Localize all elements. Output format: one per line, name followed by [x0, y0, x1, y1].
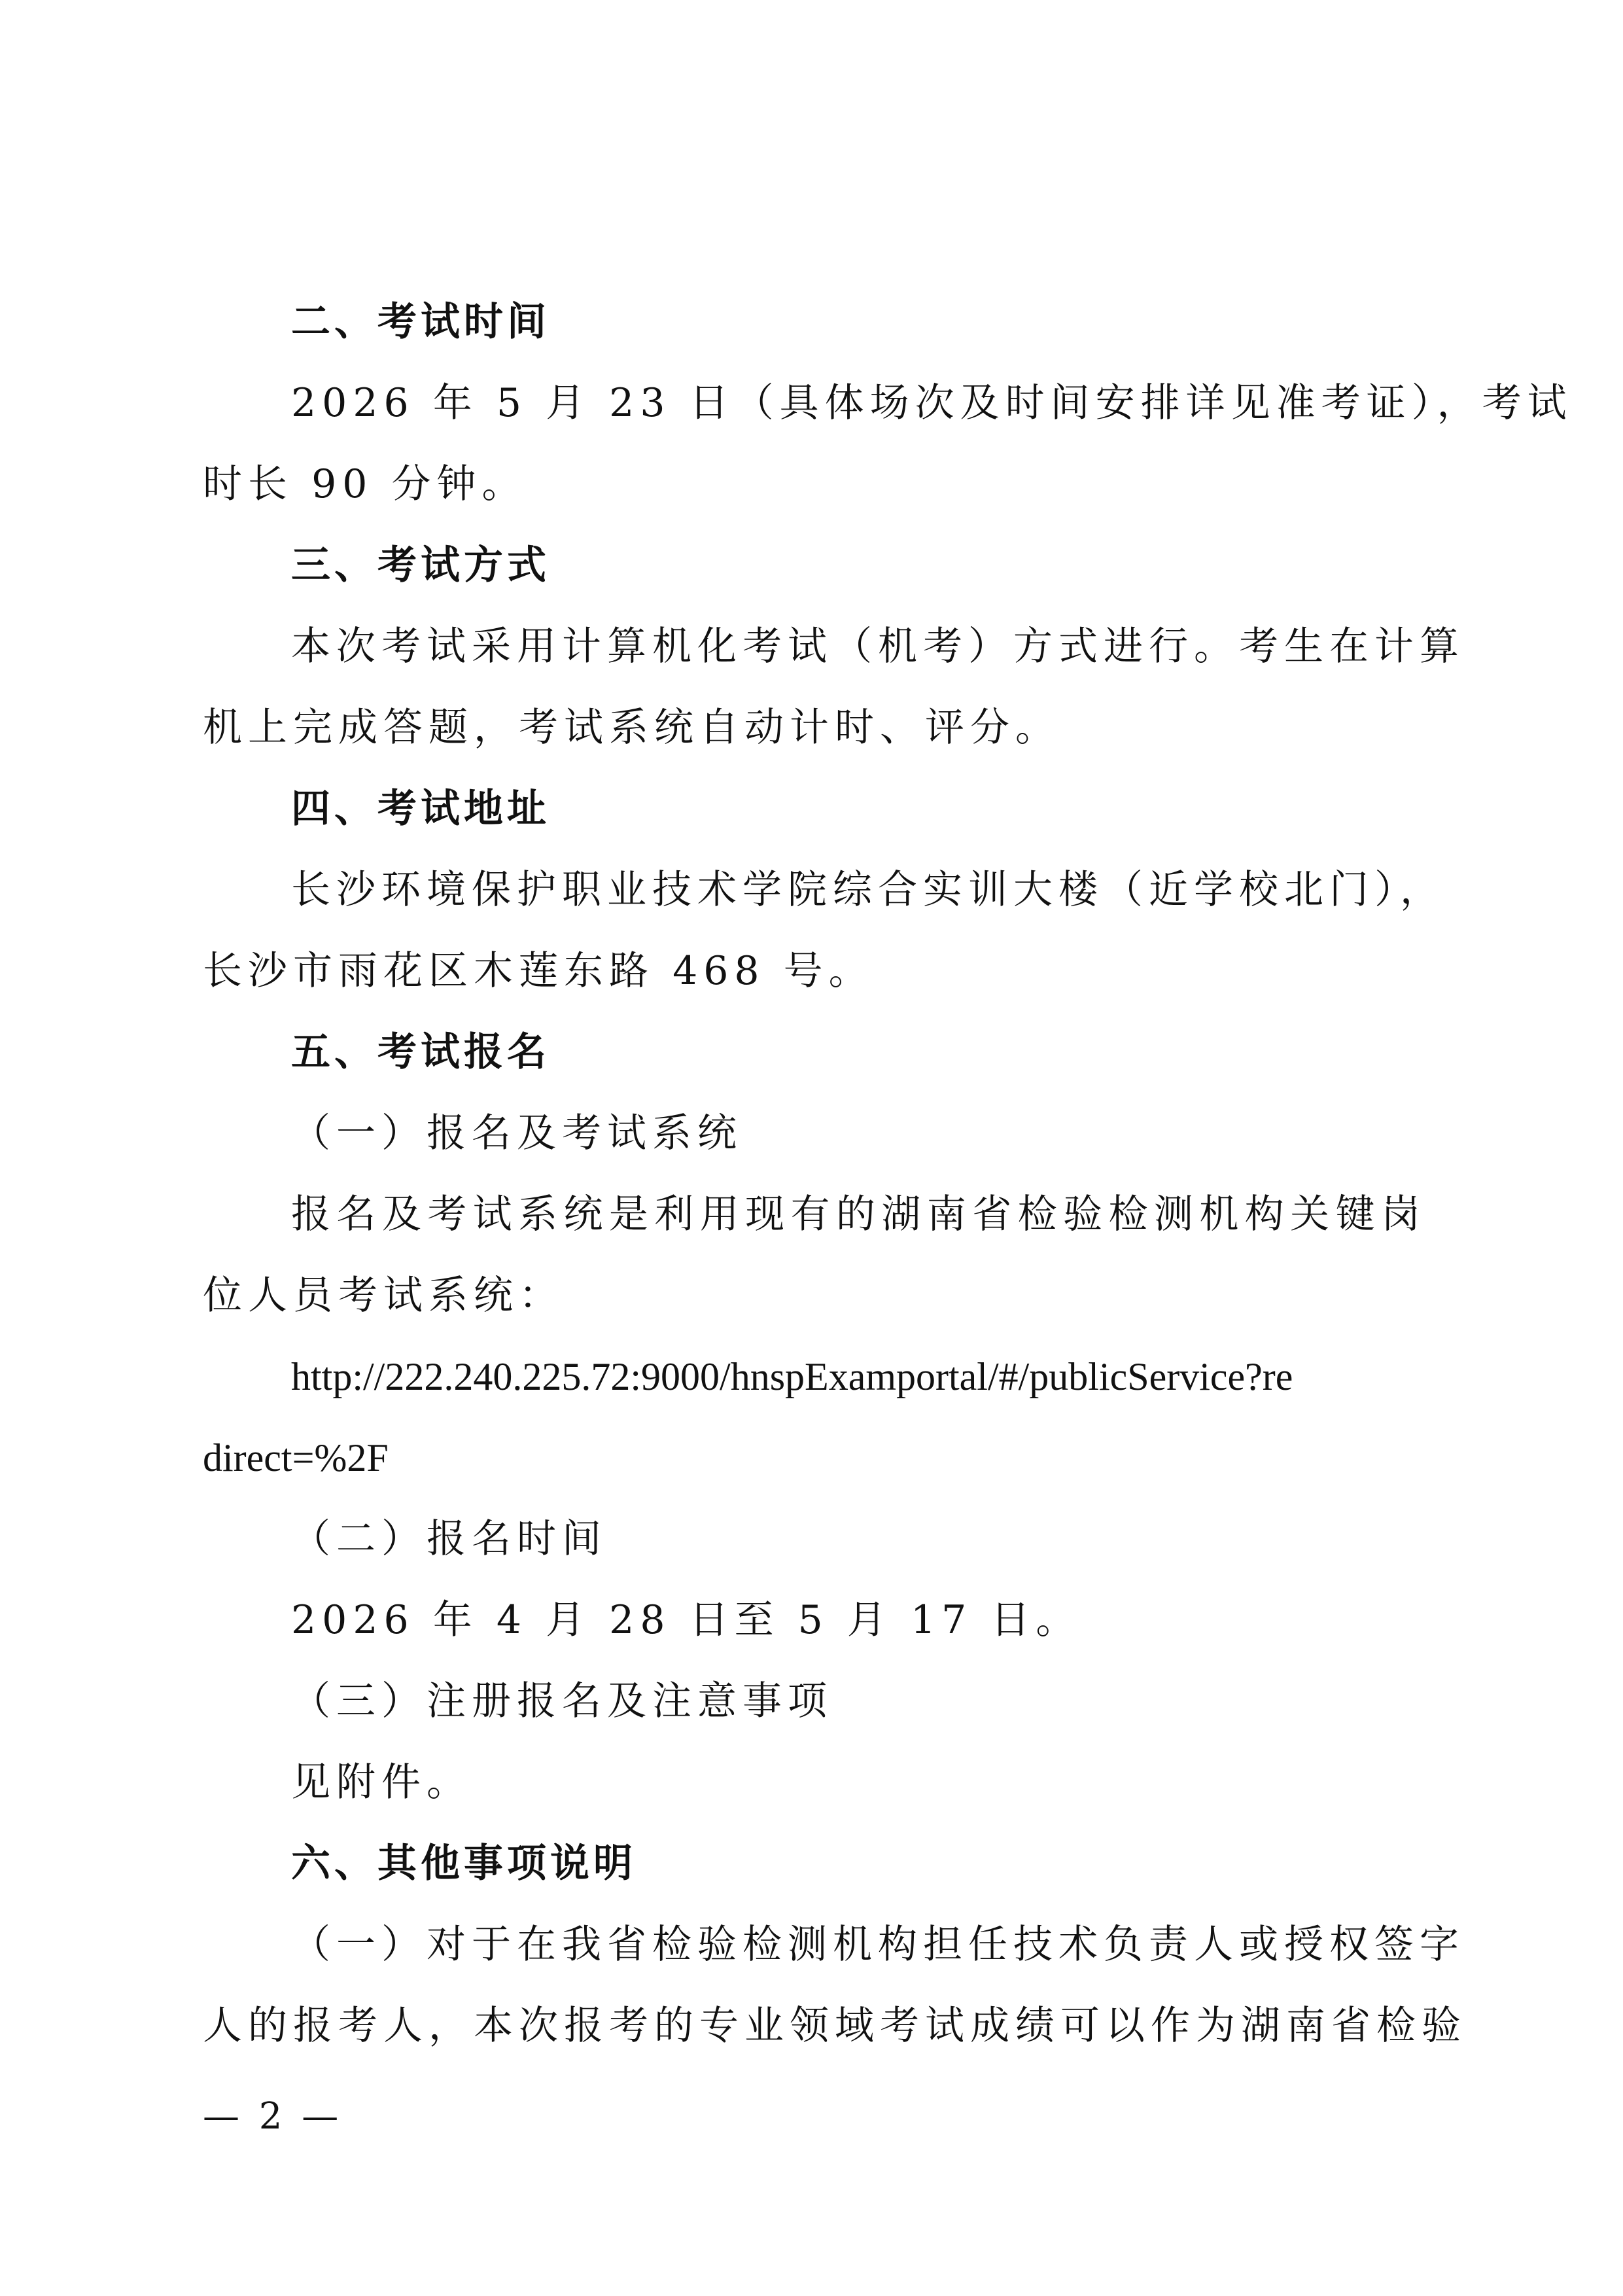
paragraph-line: 长沙环境保护职业技术学院综合实训大楼（近学校北门）， [291, 867, 1445, 913]
paragraph-line: 见附件。 [291, 1759, 472, 1805]
subsection-heading-registration-time: （二）报名时间 [291, 1516, 607, 1562]
paragraph-line: 位人员考试系统： [203, 1273, 564, 1318]
paragraph-line: 机上完成答题，考试系统自动计时、评分。 [203, 705, 1060, 751]
subsection-heading-system: （一）报名及考试系统 [291, 1110, 742, 1156]
paragraph-line: 时长 90 分钟。 [203, 461, 527, 507]
paragraph-line: （一）对于在我省检验检测机构担任技术负责人或授权签字 [291, 1922, 1465, 1968]
page-number: — 2 — [203, 2095, 343, 2138]
section-heading-exam-address: 四、考试地址 [291, 786, 550, 832]
paragraph-line: 长沙市雨花区木莲东路 468 号。 [203, 948, 874, 994]
paragraph-line: 人的报考人，本次报考的专业领域考试成绩可以作为湖南省检验 [203, 2003, 1467, 2049]
section-heading-registration: 五、考试报名 [291, 1029, 550, 1075]
section-heading-other-notes: 六、其他事项说明 [291, 1841, 637, 1886]
section-heading-exam-method: 三、考试方式 [291, 542, 550, 588]
section-heading-exam-time: 二、考试时间 [291, 299, 550, 345]
subsection-heading-notes: （三）注册报名及注意事项 [291, 1678, 833, 1724]
paragraph-line: 2026 年 5 月 23 日（具体场次及时间安排详见准考证），考试 [291, 380, 1573, 426]
paragraph-line: 2026 年 4 月 28 日至 5 月 17 日。 [291, 1597, 1081, 1643]
paragraph-line: 报名及考试系统是利用现有的湖南省检验检测机构关键岗 [291, 1192, 1426, 1237]
document-body [203, 281, 1573, 2066]
paragraph-line: 本次考试采用计算机化考试（机考）方式进行。考生在计算 [291, 624, 1465, 669]
registration-url-continued: direct=%2F [203, 1436, 389, 1479]
registration-url: http://222.240.225.72:9000/hnspExamportal/#/publicService?re [291, 1355, 1293, 1398]
